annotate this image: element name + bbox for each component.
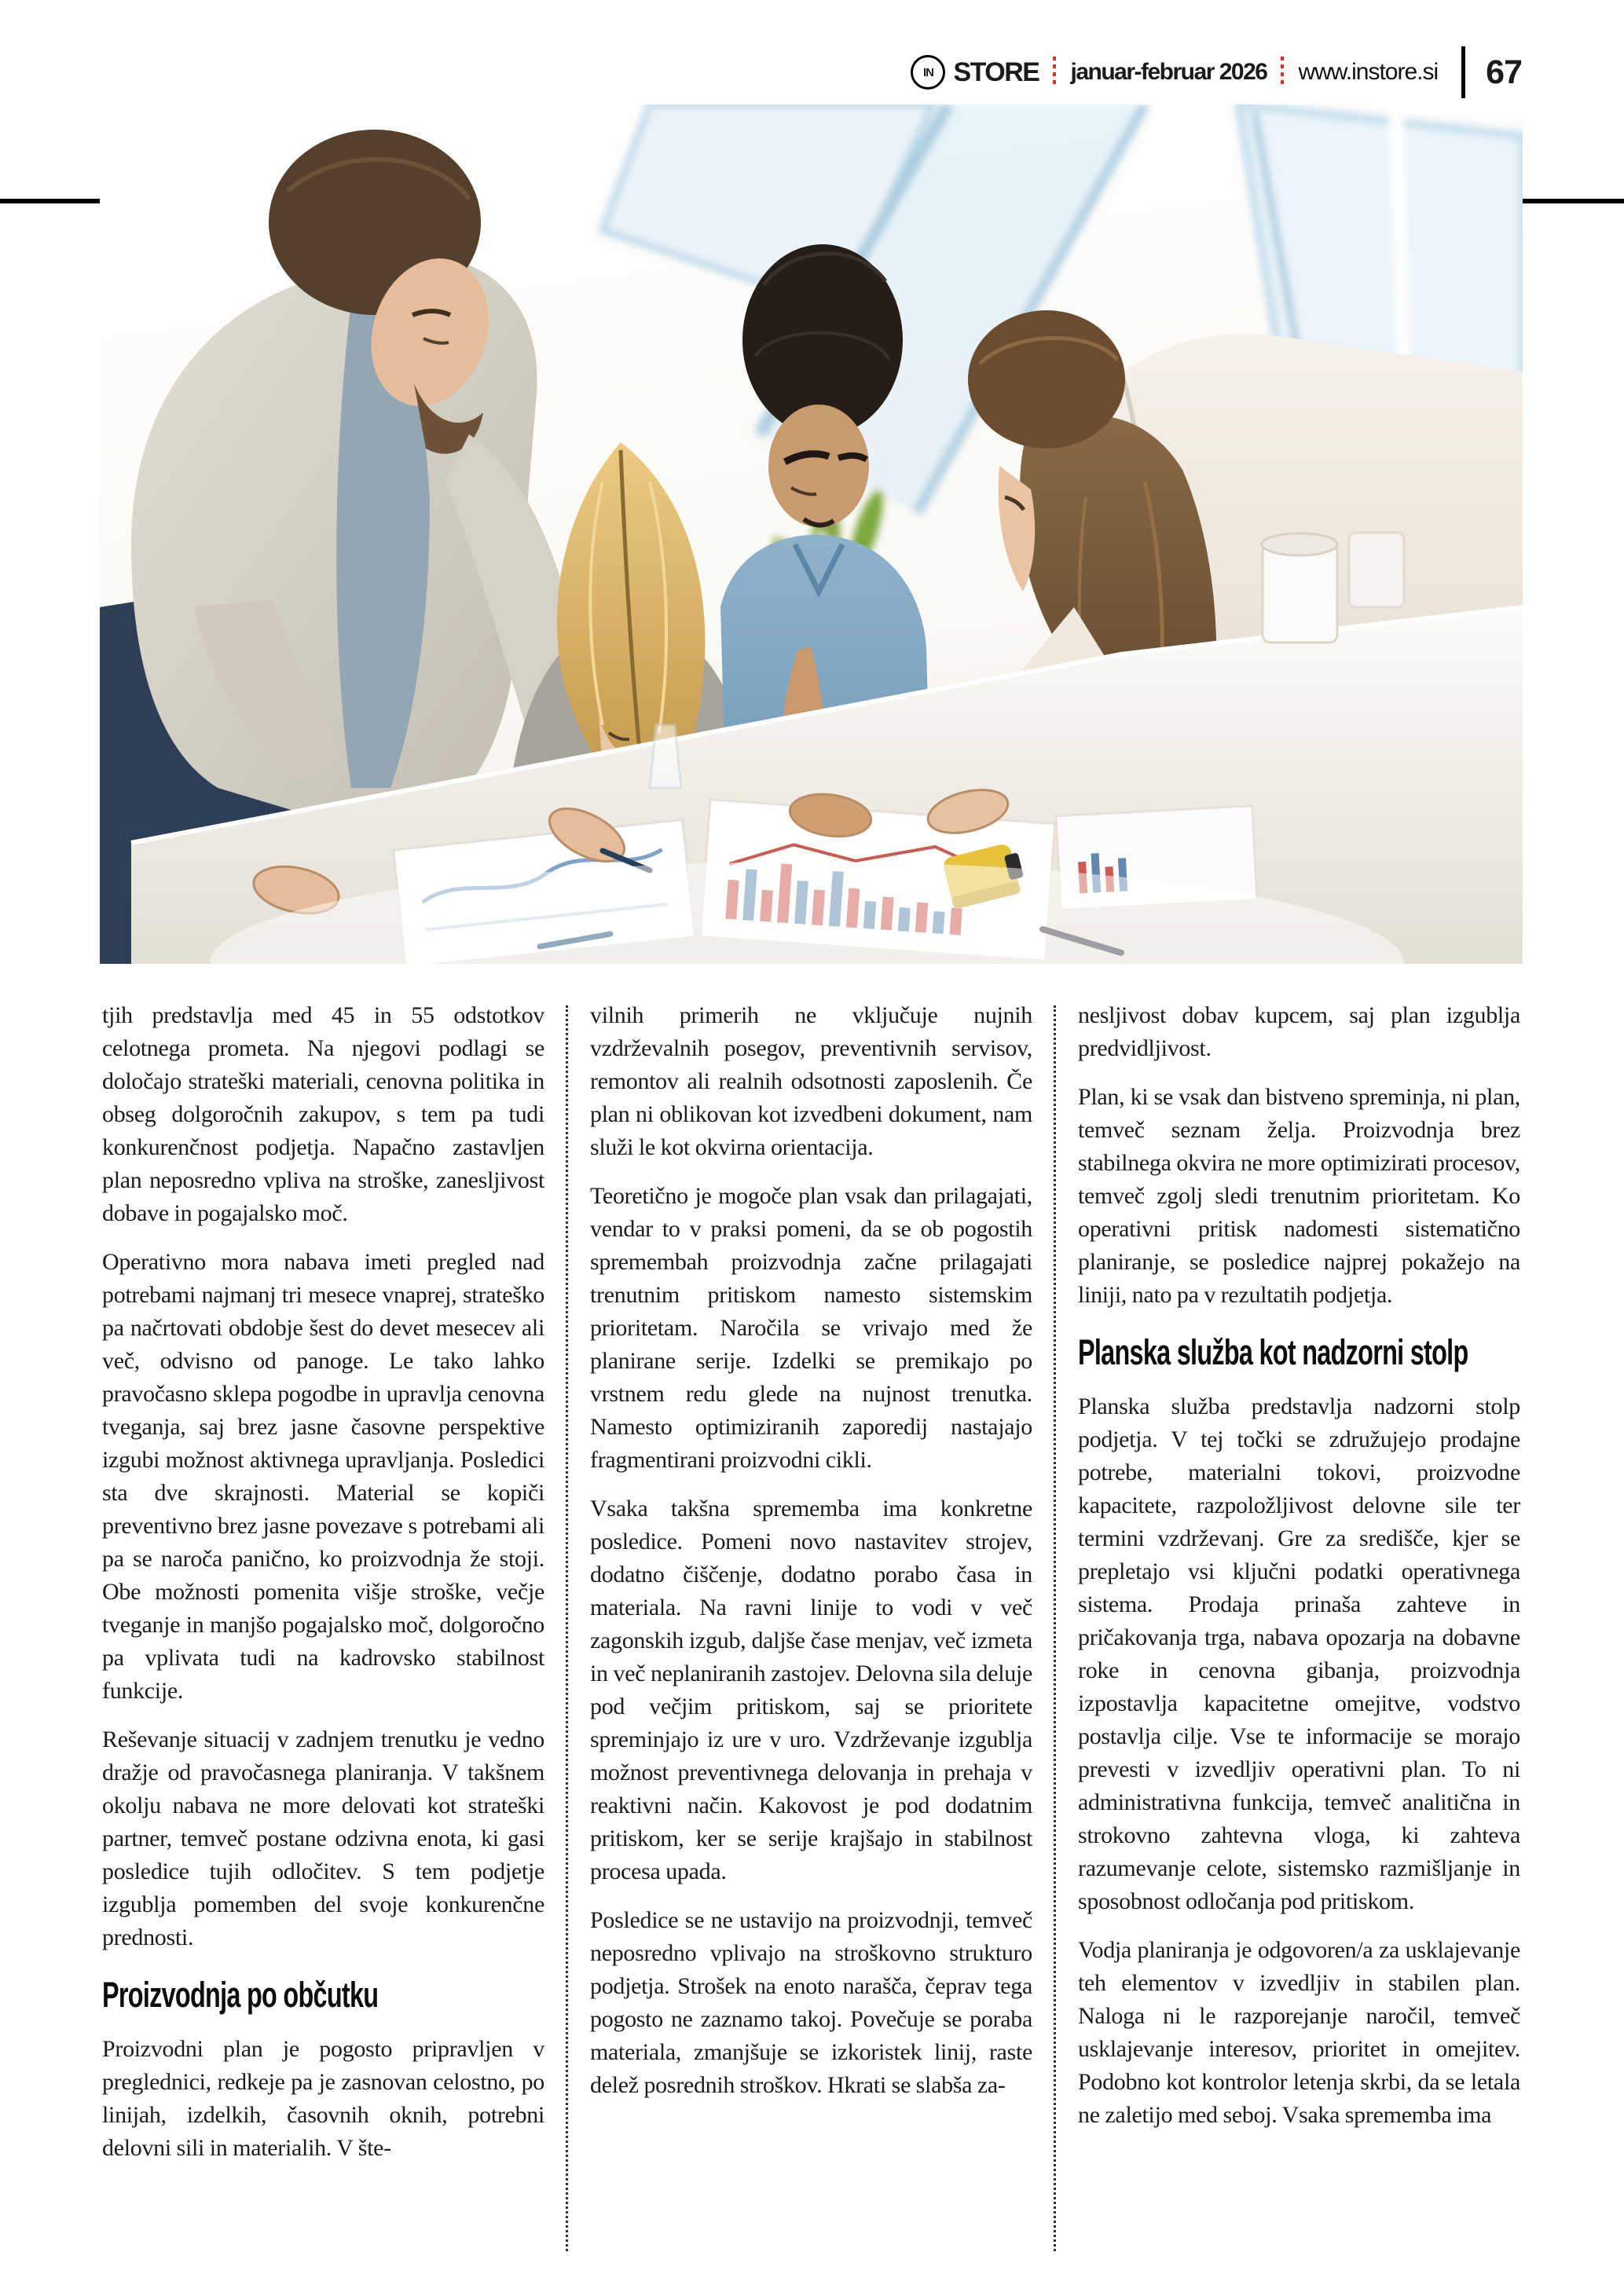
paragraph: Plan, ki se vsak dan bistveno spreminja, ni plan, temveč seznam želja. Proizvodnja brez stabilnega okvira ne more optimizirati procesov, temveč zgolj sledi trenutnim prioritetam. Ko operativni pritisk nadomesti sistematično planiranje, se posledice najprej pokažejo na liniji, nato pa v rezultatih podjetja. [1078,1084,1520,1308]
article-photo [100,104,1523,964]
header-divider-line [1461,46,1465,98]
paragraph: vilnih primerih ne vključuje nujnih vzdrževalnih posegov, preventivnih servisov, remontov ali realnih odsotnosti zaposlenih. Če plan ni oblikovan kot izvedbeni dokument, nam služi le kot okvirna orientacija. [590,1002,1032,1160]
paragraph: Teoretično je mogoče plan vsak dan prilagajati, vendar to v praksi pomeni, da se ob pogostih spremembah proizvodnja začne prilagajati trenutnim pritiskom namesto sistemskim prioritetam. Naročila se vrivajo med že planirane serije. Izdelki se premikajo po vrstnem redu glede na nujnost trenutka. Namesto optimiziranih zaporedij nastajajo fragmentirani proizvodni cikli. [590,1183,1032,1473]
paragraph: Operativno mora nabava imeti pregled nad potrebami najmanj tri mesece vnaprej, strateško pa načrtovati obdobje šest do devet mesecev ali več, odvisno od panoge. Le tako lahko pravočasno sklepa pogodbe in upravlja cenovna tveganja, saj brez jasne časovne perspektive izgubi možnost aktivnega upravljanja. Posledici sta dve skrajnosti. Material se kopiči preventivno brez jasne povezave s potrebami ali pa se naroča panično, ko proizvodnja že stoji. Obe možnosti pomenita višje stroške, večje tveganje in manjšo pogajalsko moč, dolgoročno pa vplivata tudi na kadrovsko stabilnost funkcije. [102,1249,544,1704]
site-url: www.instore.si [1298,59,1439,85]
logo-in-text: IN [922,65,933,79]
paragraph: Proizvodni plan je pogosto pripravljen v preglednici, redkeje pa je zasnovan celostno, po linijah, izdelkih, časovnih oknih, potrebni delovni sili in materialih. V šte- [102,2036,544,2161]
paragraph: Reševanje situacij v zadnjem trenutku je vedno dražje od pravočasnega planiranja. V takšnem okolju nabava ne more delovati kot strateški partner, temveč postane odzivna enota, ki gasi posledice tujih odločitev. S tem podjetje izgublja pomemben del svoje konkurenčne prednosti. [102,1727,544,1950]
instore-logo-icon [911,55,945,90]
article-body [102,999,1522,2181]
paragraph: nesljivost dobav kupcem, saj plan izgublja predvidljivost. [1078,1002,1520,1061]
page-header [911,46,1522,99]
logo-store-text: STORE [953,57,1039,87]
column-separator [566,1005,568,2251]
issue-date: januar-februar 2026 [1070,59,1267,85]
text-column-3 [1078,999,1520,2181]
article-photo-illustration [100,104,1523,964]
header-dotted-separator-icon [1281,57,1284,88]
page-number: 67 [1486,53,1522,91]
section-heading-text: Proizvodnja po občutku [102,1975,379,2015]
paragraph: Planska služba predstavlja nadzorni stolp podjetja. V tej točki se združujejo prodajne potrebe, materialni tokovi, proizvodne kapacitete, razpoložljivost delovne sile ter termini vzdrževanj. Gre za središče, kjer se prepletajo vsi ključni podatki operativnega sistema. Prodaja prinaša zahteve in pričakovanja trga, nabava opozarja na dobavne roke in cenovna gibanja, proizvodnja izpostavlja kapacitetne omejitve, vodstvo postavlja cilje. Vse te informacije se morajo prevesti v izvedljiv operativni plan. To ni administrativna funkcija, temveč analitična in strokovno zahtevna vloga, ki zahteva razumevanje celote, sistemsko razmišljanje in sposobnost odločanja pod pritiskom. [1078,1393,1520,1914]
section-heading-text: Planska služba kot nadzorni stolp [1078,1332,1468,1372]
paragraph: Vsaka takšna sprememba ima konkretne posledice. Pomeni novo nastavitev strojev, dodatno čiščenje, dodatno porabo časa in materiala. Na ravni linije to vodi v več zagonskih izgub, daljše čase menjav, več izmeta in več neplaniranih zastojev. Delovna sila deluje pod večjim pritiskom, saj se prioritete spreminjajo iz ure v uro. Vzdrževanje izgublja možnost preventivnega delovanja in prehaja v reaktivni način. Kakovost je pod dodatnim pritiskom, ker se serije krajšajo in stabilnost procesa upada. [590,1496,1032,1884]
edge-rule-left [0,199,100,203]
column-separator [1054,1005,1056,2251]
section-heading [1078,1332,1520,1373]
text-column-2 [590,999,1032,2181]
section-heading [102,1975,544,2016]
paragraph: tjih predstavlja med 45 in 55 odstotkov celotnega prometa. Na njegovi podlagi se določajo strateški materiali, cenovna politika in obseg dolgoročnih zakupov, s tem pa tudi konkurenčnost podjetja. Napačno zastavljen plan neposredno vpliva na stroške, zanesljivost dobave in pogajalsko moč. [102,1002,544,1226]
paragraph: Posledice se ne ustavijo na proizvodnji, temveč neposredno vplivajo na stroškovno strukturo podjetja. Strošek na enoto narašča, čeprav tega pogosto ne zaznamo takoj. Povečuje se poraba materiala, zmanjšuje se izkoristek linij, raste delež posrednih stroškov. Hkrati se slabša za- [590,1907,1032,2098]
header-dotted-separator-icon [1053,57,1056,88]
edge-rule-right [1523,199,1624,203]
text-column-1 [102,999,544,2181]
instore-logo [911,55,1039,90]
paragraph: Vodja planiranja je odgovoren/a za usklajevanje teh elementov v izvedljiv in stabilen plan. Naloga ni le razporejanje naročil, temveč usklajevanje interesov, prioritet in omejitev. Podobno kot kontrolor letenja skrbi, da se letala ne zaletijo med seboj. Vsaka sprememba ima [1078,1937,1520,2128]
